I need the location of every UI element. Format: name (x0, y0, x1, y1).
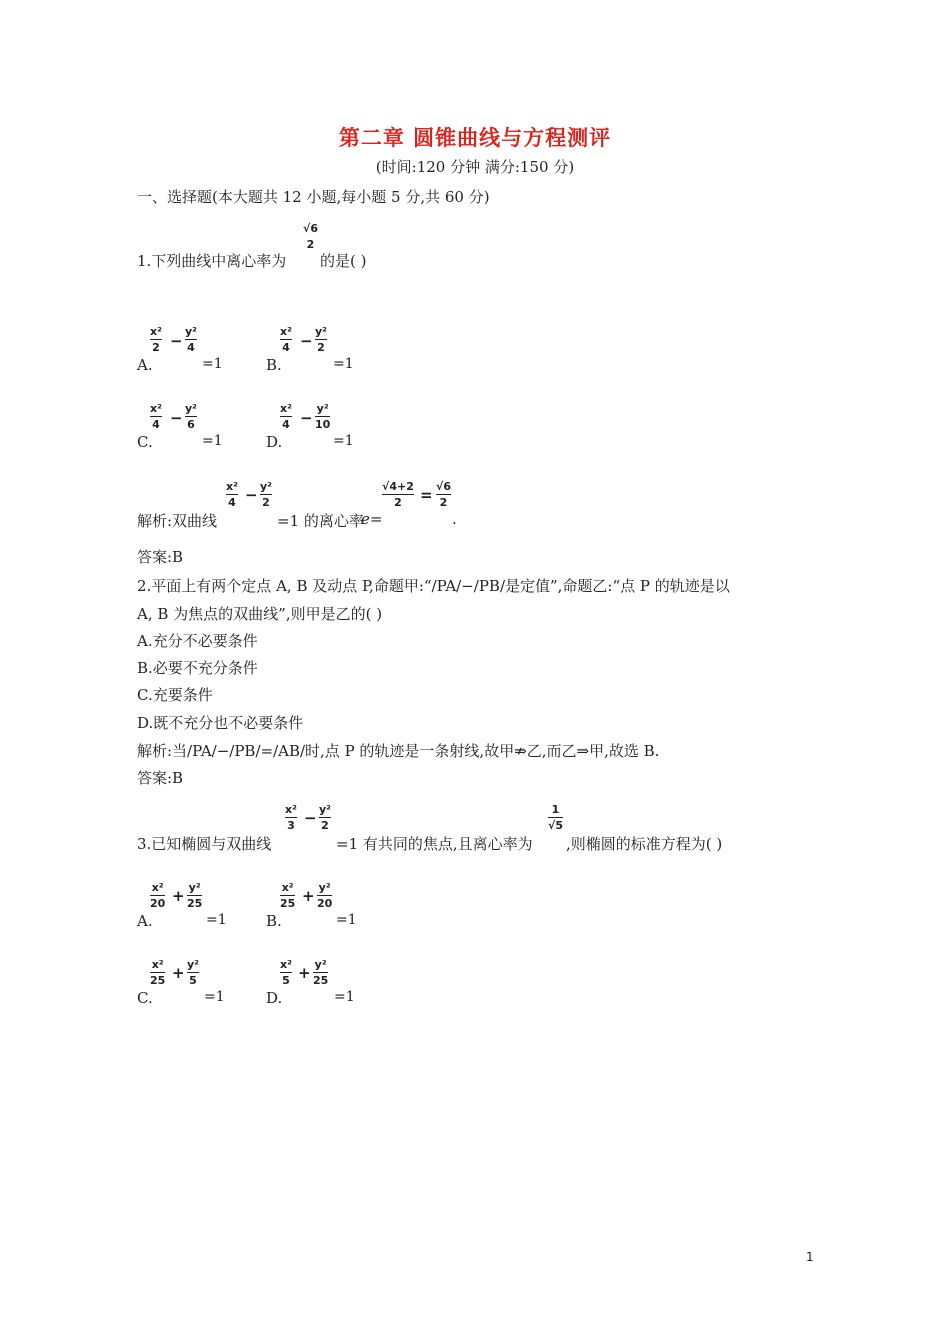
q3-stem-start: 3.已知椭圆与双曲线 (137, 835, 272, 853)
fraction: √6 2 (436, 480, 451, 509)
minus-sign: − (300, 332, 313, 350)
page-number: 1 (806, 1250, 814, 1264)
fraction: y² 25 (187, 881, 203, 910)
fraction-denominator: 2 (306, 238, 315, 251)
equals-one: =1 (202, 356, 223, 372)
minus-sign: − (300, 409, 313, 427)
plus-sign: + (172, 887, 185, 905)
q2-analysis: 解析:当/PA/−/PB/=/AB/时,点 P 的轨迹是一条射线,故甲⇏乙,而乙⇒甲,故选 B. (137, 742, 660, 760)
analysis-text-end: . (452, 510, 457, 528)
fraction-numerator: √6 (303, 222, 318, 235)
fraction: x² 20 (150, 881, 166, 910)
fraction: y² 6 (185, 402, 197, 431)
option-label: D. (266, 433, 283, 451)
fraction: x² 2 (150, 325, 162, 354)
fraction: x² 4 (150, 402, 162, 431)
fraction: x² 5 (280, 958, 292, 987)
option-label: B. (266, 912, 282, 930)
fraction: x² 25 (150, 958, 166, 987)
option-label: C. (137, 989, 153, 1007)
minus-sign: − (170, 409, 183, 427)
q1-eccentricity-fraction (303, 222, 318, 251)
analysis-text-mid: =1 的离心率 (277, 512, 364, 530)
q2-option-b[interactable]: B.必要不充分条件 (137, 659, 258, 677)
fraction: y² 2 (315, 325, 327, 354)
option-label: D. (266, 989, 283, 1007)
plus-sign: + (298, 964, 311, 982)
q3-stem-end: ,则椭圆的标准方程为( ) (566, 835, 723, 853)
equals-one: =1 (202, 433, 223, 449)
eccentricity-symbol: e= (361, 510, 383, 528)
q2-stem-line-2: A, B 为焦点的双曲线”,则甲是乙的( ) (137, 605, 383, 623)
minus-sign: − (304, 809, 317, 827)
fraction: x² 3 (285, 803, 297, 832)
option-label: A. (137, 356, 153, 374)
equals-sign: = (420, 486, 433, 504)
page-title: 第二章 圆锥曲线与方程测评 (338, 126, 612, 150)
q1-answer: 答案:B (137, 548, 184, 566)
equals-one: =1 (336, 912, 357, 928)
equals-one: =1 (333, 433, 354, 449)
option-label: B. (266, 356, 282, 374)
option-label: A. (137, 912, 153, 930)
q3-eccentricity-fraction: 1 √5 (548, 803, 563, 832)
fraction: x² 4 (280, 325, 292, 354)
fraction: x² 4 (280, 402, 292, 431)
minus-sign: − (170, 332, 183, 350)
equals-one: =1 (204, 989, 225, 1005)
section-heading: 一、选择题(本大题共 12 小题,每小题 5 分,共 60 分) (137, 188, 490, 206)
fraction: y² 25 (313, 958, 329, 987)
equals-one: =1 (333, 356, 354, 372)
fraction: y² 20 (317, 881, 333, 910)
fraction: y² 10 (315, 402, 331, 431)
plus-sign: + (172, 964, 185, 982)
exam-info: (时间:120 分钟 满分:150 分) (375, 158, 575, 176)
fraction: √4+2 2 (382, 480, 414, 509)
q1-stem-start: 1.下列曲线中离心率为 (137, 252, 287, 270)
analysis-text-start: 解析:双曲线 (137, 512, 218, 530)
fraction: y² 4 (185, 325, 197, 354)
fraction: y² 2 (319, 803, 331, 832)
equals-one: =1 (206, 912, 227, 928)
option-label: C. (137, 433, 153, 451)
fraction: y² 5 (187, 958, 199, 987)
q2-option-d[interactable]: D.既不充分也不必要条件 (137, 714, 304, 732)
fraction: x² 4 (226, 480, 238, 509)
q2-stem-line-1: 2.平面上有两个定点 A, B 及动点 P,命题甲:“/PA/−/PB/是定值”,命题乙:“点 P 的轨迹是以 (137, 577, 730, 595)
fraction: y² 2 (260, 480, 272, 509)
minus-sign: − (245, 486, 258, 504)
q3-stem-mid: =1 有共同的焦点,且离心率为 (336, 835, 533, 853)
q2-option-c[interactable]: C.充要条件 (137, 686, 213, 704)
q1-stem-end: 的是( ) (320, 252, 367, 270)
fraction: x² 25 (280, 881, 296, 910)
plus-sign: + (302, 887, 315, 905)
q2-answer: 答案:B (137, 769, 184, 787)
equals-one: =1 (334, 989, 355, 1005)
q2-option-a[interactable]: A.充分不必要条件 (137, 632, 258, 650)
